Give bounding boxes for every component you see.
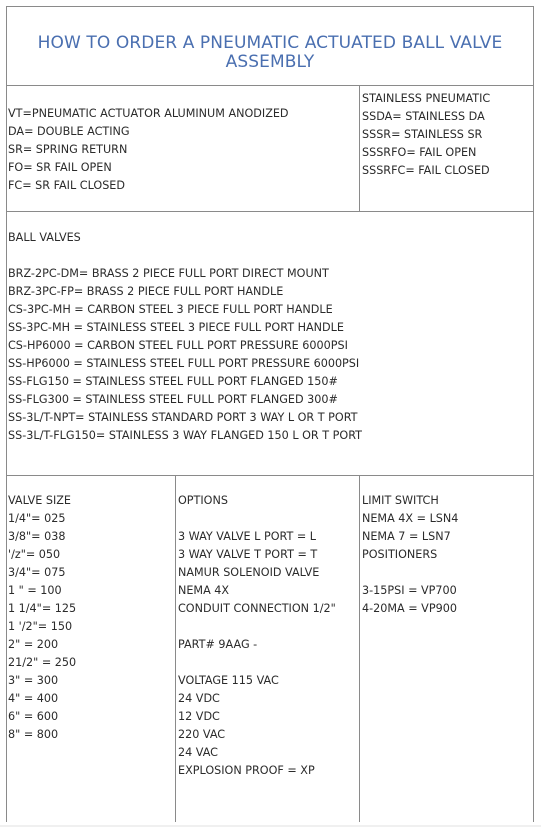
valve-size-line: 3/8"= 038 bbox=[8, 530, 66, 543]
ball-valve-line: SS-3L/T-NPT= STAINLESS STANDARD PORT 3 WAY L OR T PORT bbox=[8, 411, 358, 424]
limit-switch-line: NEMA 4X = LSN4 bbox=[362, 512, 459, 525]
valve-size-line: 1 1/4"= 125 bbox=[8, 602, 77, 615]
stainless-line: SSDA= STAINLESS DA bbox=[362, 110, 485, 123]
actuator-divider bbox=[359, 85, 360, 212]
valve-size-line: 1 '/2"= 150 bbox=[8, 620, 73, 633]
title-line-2: ASSEMBLY bbox=[225, 52, 315, 72]
positioners-heading: POSITIONERS bbox=[362, 548, 438, 561]
options-list bbox=[178, 492, 336, 780]
option-line: CONDUIT CONNECTION 1/2" bbox=[178, 602, 336, 615]
part-number: PART# 9AAG - bbox=[178, 638, 258, 651]
ball-valves-list bbox=[8, 229, 362, 445]
actuator-line: FC= SR FAIL CLOSED bbox=[8, 179, 125, 192]
ball-valve-line: SS-FLG300 = STAINLESS STEEL FULL PORT FLANGED 300# bbox=[8, 393, 338, 406]
ball-valve-line: CS-HP6000 = CARBON STEEL FULL PORT PRESSURE 6000PSI bbox=[8, 339, 348, 352]
ball-valve-line: SS-HP6000 = STAINLESS STEEL FULL PORT PRESSURE 6000PSI bbox=[8, 357, 360, 370]
actuator-list bbox=[8, 105, 289, 195]
valve-size-line: 8" = 800 bbox=[8, 728, 59, 741]
ball-valve-line: SS-3PC-MH = STAINLESS STEEL 3 PIECE FULL PORT HANDLE bbox=[8, 321, 344, 334]
stainless-line: SSSRFC= FAIL CLOSED bbox=[362, 164, 490, 177]
actuator-line: SR= SPRING RETURN bbox=[8, 143, 128, 156]
option-line: VOLTAGE 115 VAC bbox=[178, 674, 279, 687]
option-line: 24 VDC bbox=[178, 692, 220, 705]
ball-valve-line: SS-3L/T-FLG150= STAINLESS 3 WAY FLANGED 150 L OR T PORT bbox=[8, 429, 362, 442]
title-line-1: HOW TO ORDER A PNEUMATIC ACTUATED BALL VALVE bbox=[37, 33, 503, 53]
actuator-line: VT=PNEUMATIC ACTUATOR ALUMINUM ANODIZED bbox=[8, 107, 289, 120]
valve-size-line: 3/4"= 075 bbox=[8, 566, 66, 579]
options-divider-left bbox=[175, 475, 176, 822]
valve-size-line: 3" = 300 bbox=[8, 674, 59, 687]
valve-size-line: '/z"= 050 bbox=[8, 548, 61, 561]
option-line: NAMUR SOLENOID VALVE bbox=[178, 566, 320, 579]
valve-size-line: 1 " = 100 bbox=[8, 584, 62, 597]
ball-valve-line: SS-FLG150 = STAINLESS STEEL FULL PORT FLANGED 150# bbox=[8, 375, 338, 388]
ball-valve-line: BRZ-2PC-DM= BRASS 2 PIECE FULL PORT DIRECT MOUNT bbox=[8, 267, 329, 280]
option-line: NEMA 4X bbox=[178, 584, 230, 597]
valve-size-line: 2" = 200 bbox=[8, 638, 59, 651]
valve-size-heading: VALVE SIZE bbox=[8, 494, 72, 507]
limit-switch-list bbox=[362, 492, 458, 618]
valve-size-line: 6" = 600 bbox=[8, 710, 59, 723]
option-line: EXPLOSION PROOF = XP bbox=[178, 764, 315, 777]
positioner-line: 3-15PSI = VP700 bbox=[362, 584, 457, 597]
page-title bbox=[7, 34, 533, 72]
option-line: 3 WAY VALVE L PORT = L bbox=[178, 530, 317, 543]
valve-size-list bbox=[8, 492, 76, 744]
title-box bbox=[6, 6, 534, 86]
options-heading: OPTIONS bbox=[178, 494, 228, 507]
actuator-line: DA= DOUBLE ACTING bbox=[8, 125, 130, 138]
positioner-line: 4-20MA = VP900 bbox=[362, 602, 457, 615]
valve-size-line: 21/2" = 250 bbox=[8, 656, 77, 669]
limit-switch-line: NEMA 7 = LSN7 bbox=[362, 530, 451, 543]
limit-switch-heading: LIMIT SWITCH bbox=[362, 494, 439, 507]
valve-size-line: 4" = 400 bbox=[8, 692, 59, 705]
stainless-list bbox=[362, 90, 490, 180]
ball-valves-heading: BALL VALVES bbox=[8, 231, 81, 244]
stainless-heading: STAINLESS PNEUMATIC bbox=[362, 92, 491, 105]
actuator-line: FO= SR FAIL OPEN bbox=[8, 161, 112, 174]
ball-valve-line: CS-3PC-MH = CARBON STEEL 3 PIECE FULL PORT HANDLE bbox=[8, 303, 333, 316]
ball-valve-line: BRZ-3PC-FP= BRASS 2 PIECE FULL PORT HANDLE bbox=[8, 285, 284, 298]
option-line: 24 VAC bbox=[178, 746, 218, 759]
stainless-line: SSSR= STAINLESS SR bbox=[362, 128, 483, 141]
options-divider-right bbox=[359, 475, 360, 822]
stainless-line: SSSRFO= FAIL OPEN bbox=[362, 146, 477, 159]
option-line: 3 WAY VALVE T PORT = T bbox=[178, 548, 318, 561]
option-line: 220 VAC bbox=[178, 728, 226, 741]
valve-size-line: 1/4"= 025 bbox=[8, 512, 66, 525]
option-line: 12 VDC bbox=[178, 710, 220, 723]
